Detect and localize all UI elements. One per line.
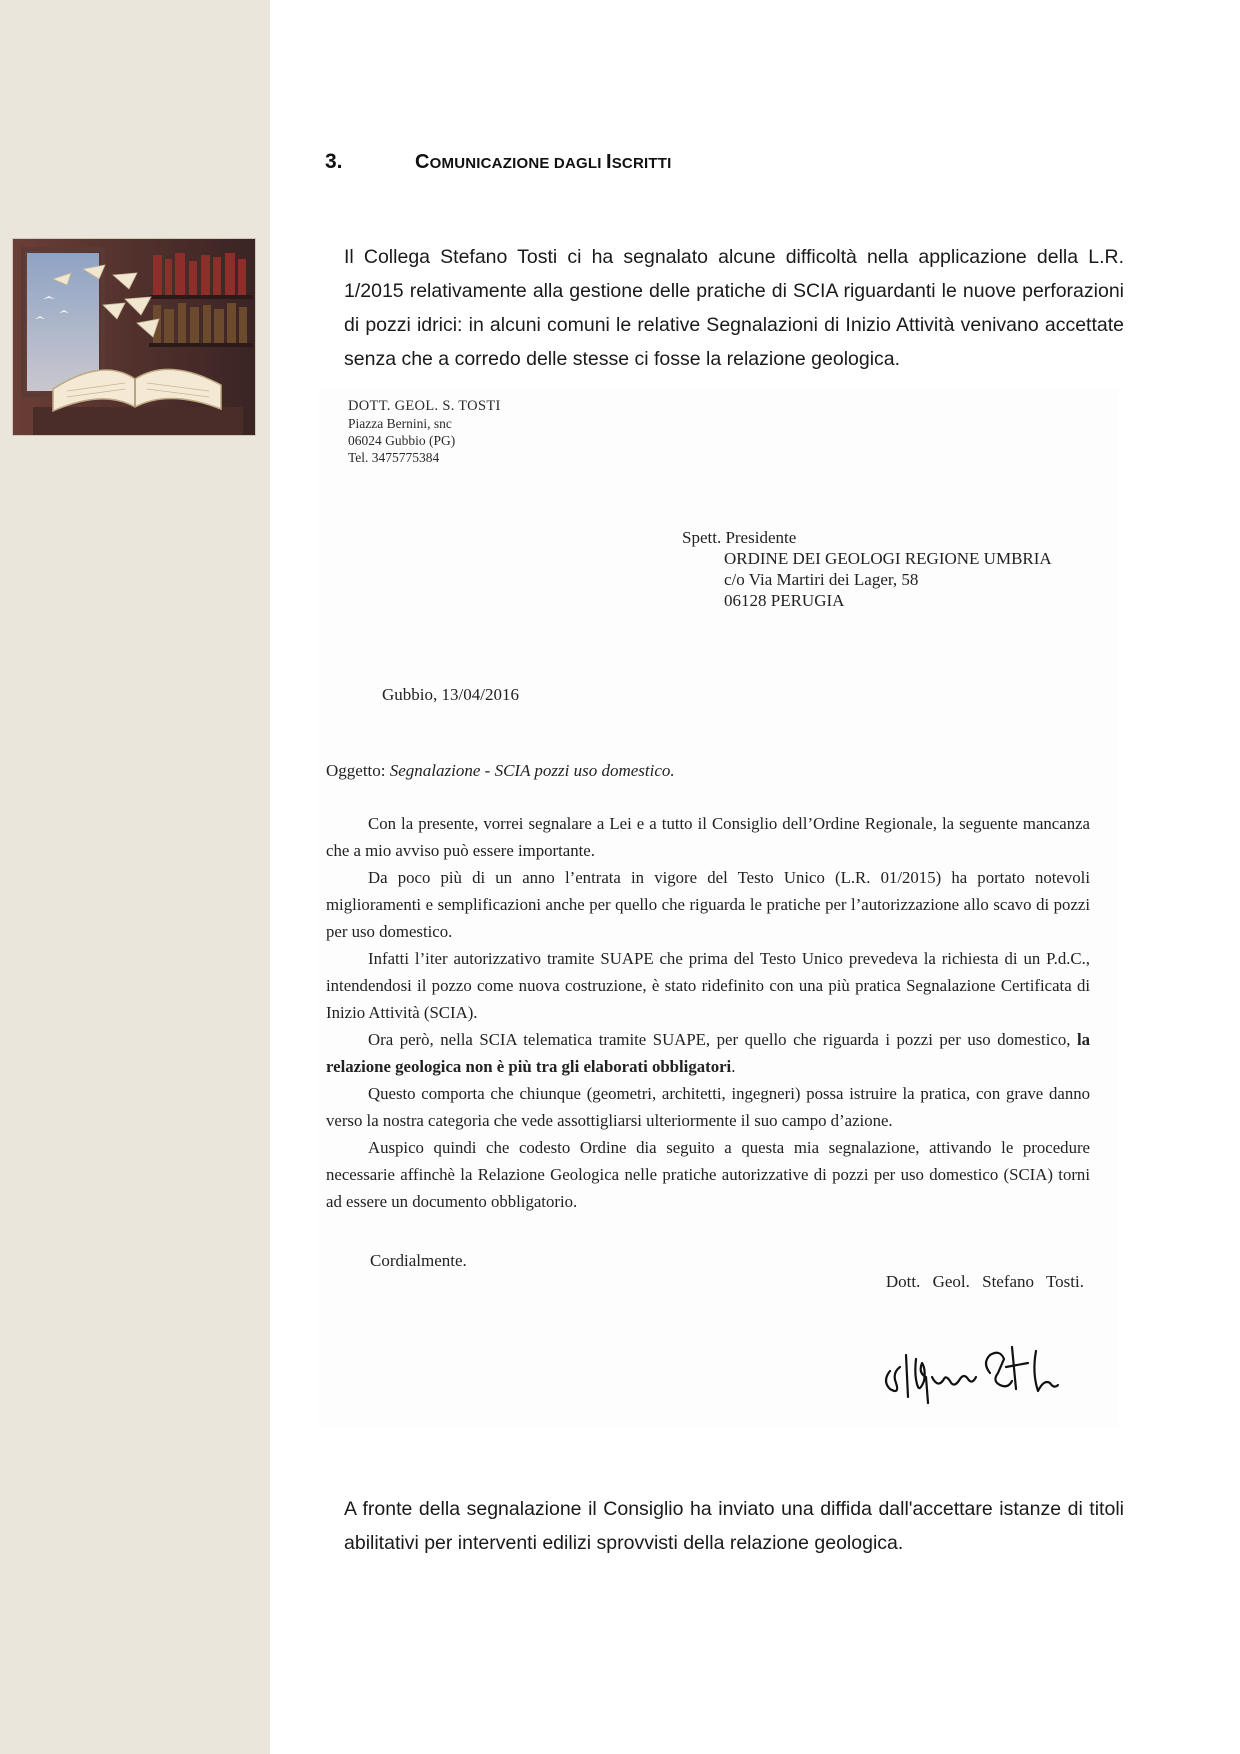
letter-signer: Dott. Geol. Stefano Tosti.: [885, 1272, 1084, 1291]
section-title-part: C: [415, 151, 430, 173]
letter-closing: Cordialmente.: [370, 1251, 467, 1270]
intro-paragraph: Il Collega Stefano Tosti ci ha segnalato alcune difficoltà nella applicazione della L.R. 1/2015 relativamente alla gestione delle pratiche di SCIA riguardanti le nuove perforazioni di pozzi idrici: in alcuni comuni le relative Segnalazioni di Inizio Attività venivano accettate senza che a corredo delle stesse ci fosse la relazione geologica.: [344, 246, 1124, 370]
subject-text: Segnalazione - SCIA pozzi uso domestico.: [389, 761, 675, 780]
paragraph-text: .: [731, 1057, 736, 1076]
sender-line: DOTT. GEOL. S. TOSTI: [348, 398, 501, 414]
letter-paragraph: Con la presente, vorrei segnalare a Lei e a tutto il Consiglio dell’Ordine Regionale, la seguente mancanza che a mio avviso può essere importante.: [326, 814, 1090, 860]
bold-emphasis: la relazione geologica non è più tra gli elaborati obbligatori: [326, 1030, 1090, 1076]
handwritten-signature: [878, 1333, 1078, 1413]
recipient-line: c/o Via Martiri dei Lager, 58: [724, 570, 919, 589]
recipient-line: ORDINE DEI GEOLOGI REGIONE UMBRIA: [724, 549, 1052, 568]
letter-paragraph: [326, 1026, 1090, 1080]
subject-label: Oggetto:: [326, 761, 386, 780]
left-margin-band: [0, 0, 270, 1754]
recipient-line: 06128 PERUGIA: [724, 591, 845, 610]
sender-line: 06024 Gubbio (PG): [348, 433, 456, 448]
letter-paragraph: Da poco più di un anno l’entrata in vigore del Testo Unico (L.R. 01/2015) ha portato notevoli miglioramenti e semplificazioni anche per quello che riguarda le pratiche per l’autorizzazione allo scavo di pozzi per uso domestico.: [326, 868, 1090, 941]
book-painting-image: [12, 238, 256, 436]
paragraph-text: Ora però, nella SCIA telematica tramite SUAPE, per quello che riguarda i pozzi per uso domestico,: [368, 1030, 1077, 1049]
letter-date: Gubbio, 13/04/2016: [382, 685, 519, 704]
scanned-letter: [318, 388, 1118, 1428]
letter-paragraph: Infatti l’iter autorizzativo tramite SUAPE che prima del Testo Unico prevedeva la richiesta di un P.d.C., intendendosi il pozzo come nuova costruzione, è stato ridefinito con una più pratica Segnalazione Certificata di Inizio Attività (SCIA).: [326, 949, 1090, 1022]
section-title: [415, 151, 671, 174]
letter-paragraph: Questo comporta che chiunque (geometri, architetti, ingegneri) possa istruire la pratica, con grave danno verso la nostra categoria che vede assottigliarsi ulteriormente il suo campo d’azione.: [326, 1084, 1090, 1130]
section-heading: [325, 150, 671, 174]
section-title-part: SCRITTI: [611, 155, 672, 172]
letter-sender-block: [348, 398, 501, 466]
letter-recipient-block: [682, 527, 1052, 611]
letter-paragraph: Auspico quindi che codesto Ordine dia seguito a questa mia segnalazione, attivando le procedure necessarie affinchè la Relazione Geologica nelle pratiche autorizzative di pozzi per uso domestico (SCIA) torni ad essere un documento obbligatorio.: [326, 1138, 1090, 1211]
recipient-salutation: Spett. Presidente: [682, 528, 797, 547]
sender-line: Piazza Bernini, snc: [348, 416, 452, 431]
closing-paragraph: A fronte della segnalazione il Consiglio ha inviato una diffida dall'accettare istanze di titoli abilitativi per interventi edilizi sprovvisti della relazione geologica.: [344, 1498, 1124, 1554]
section-title-part: I: [605, 151, 612, 173]
section-number: 3.: [325, 150, 343, 173]
section-title-part: OMUNICAZIONE DAGLI: [429, 155, 606, 172]
letter-subject: [326, 761, 675, 781]
sender-line: Tel. 3475775384: [348, 450, 440, 465]
letter-body: [326, 810, 1090, 1215]
